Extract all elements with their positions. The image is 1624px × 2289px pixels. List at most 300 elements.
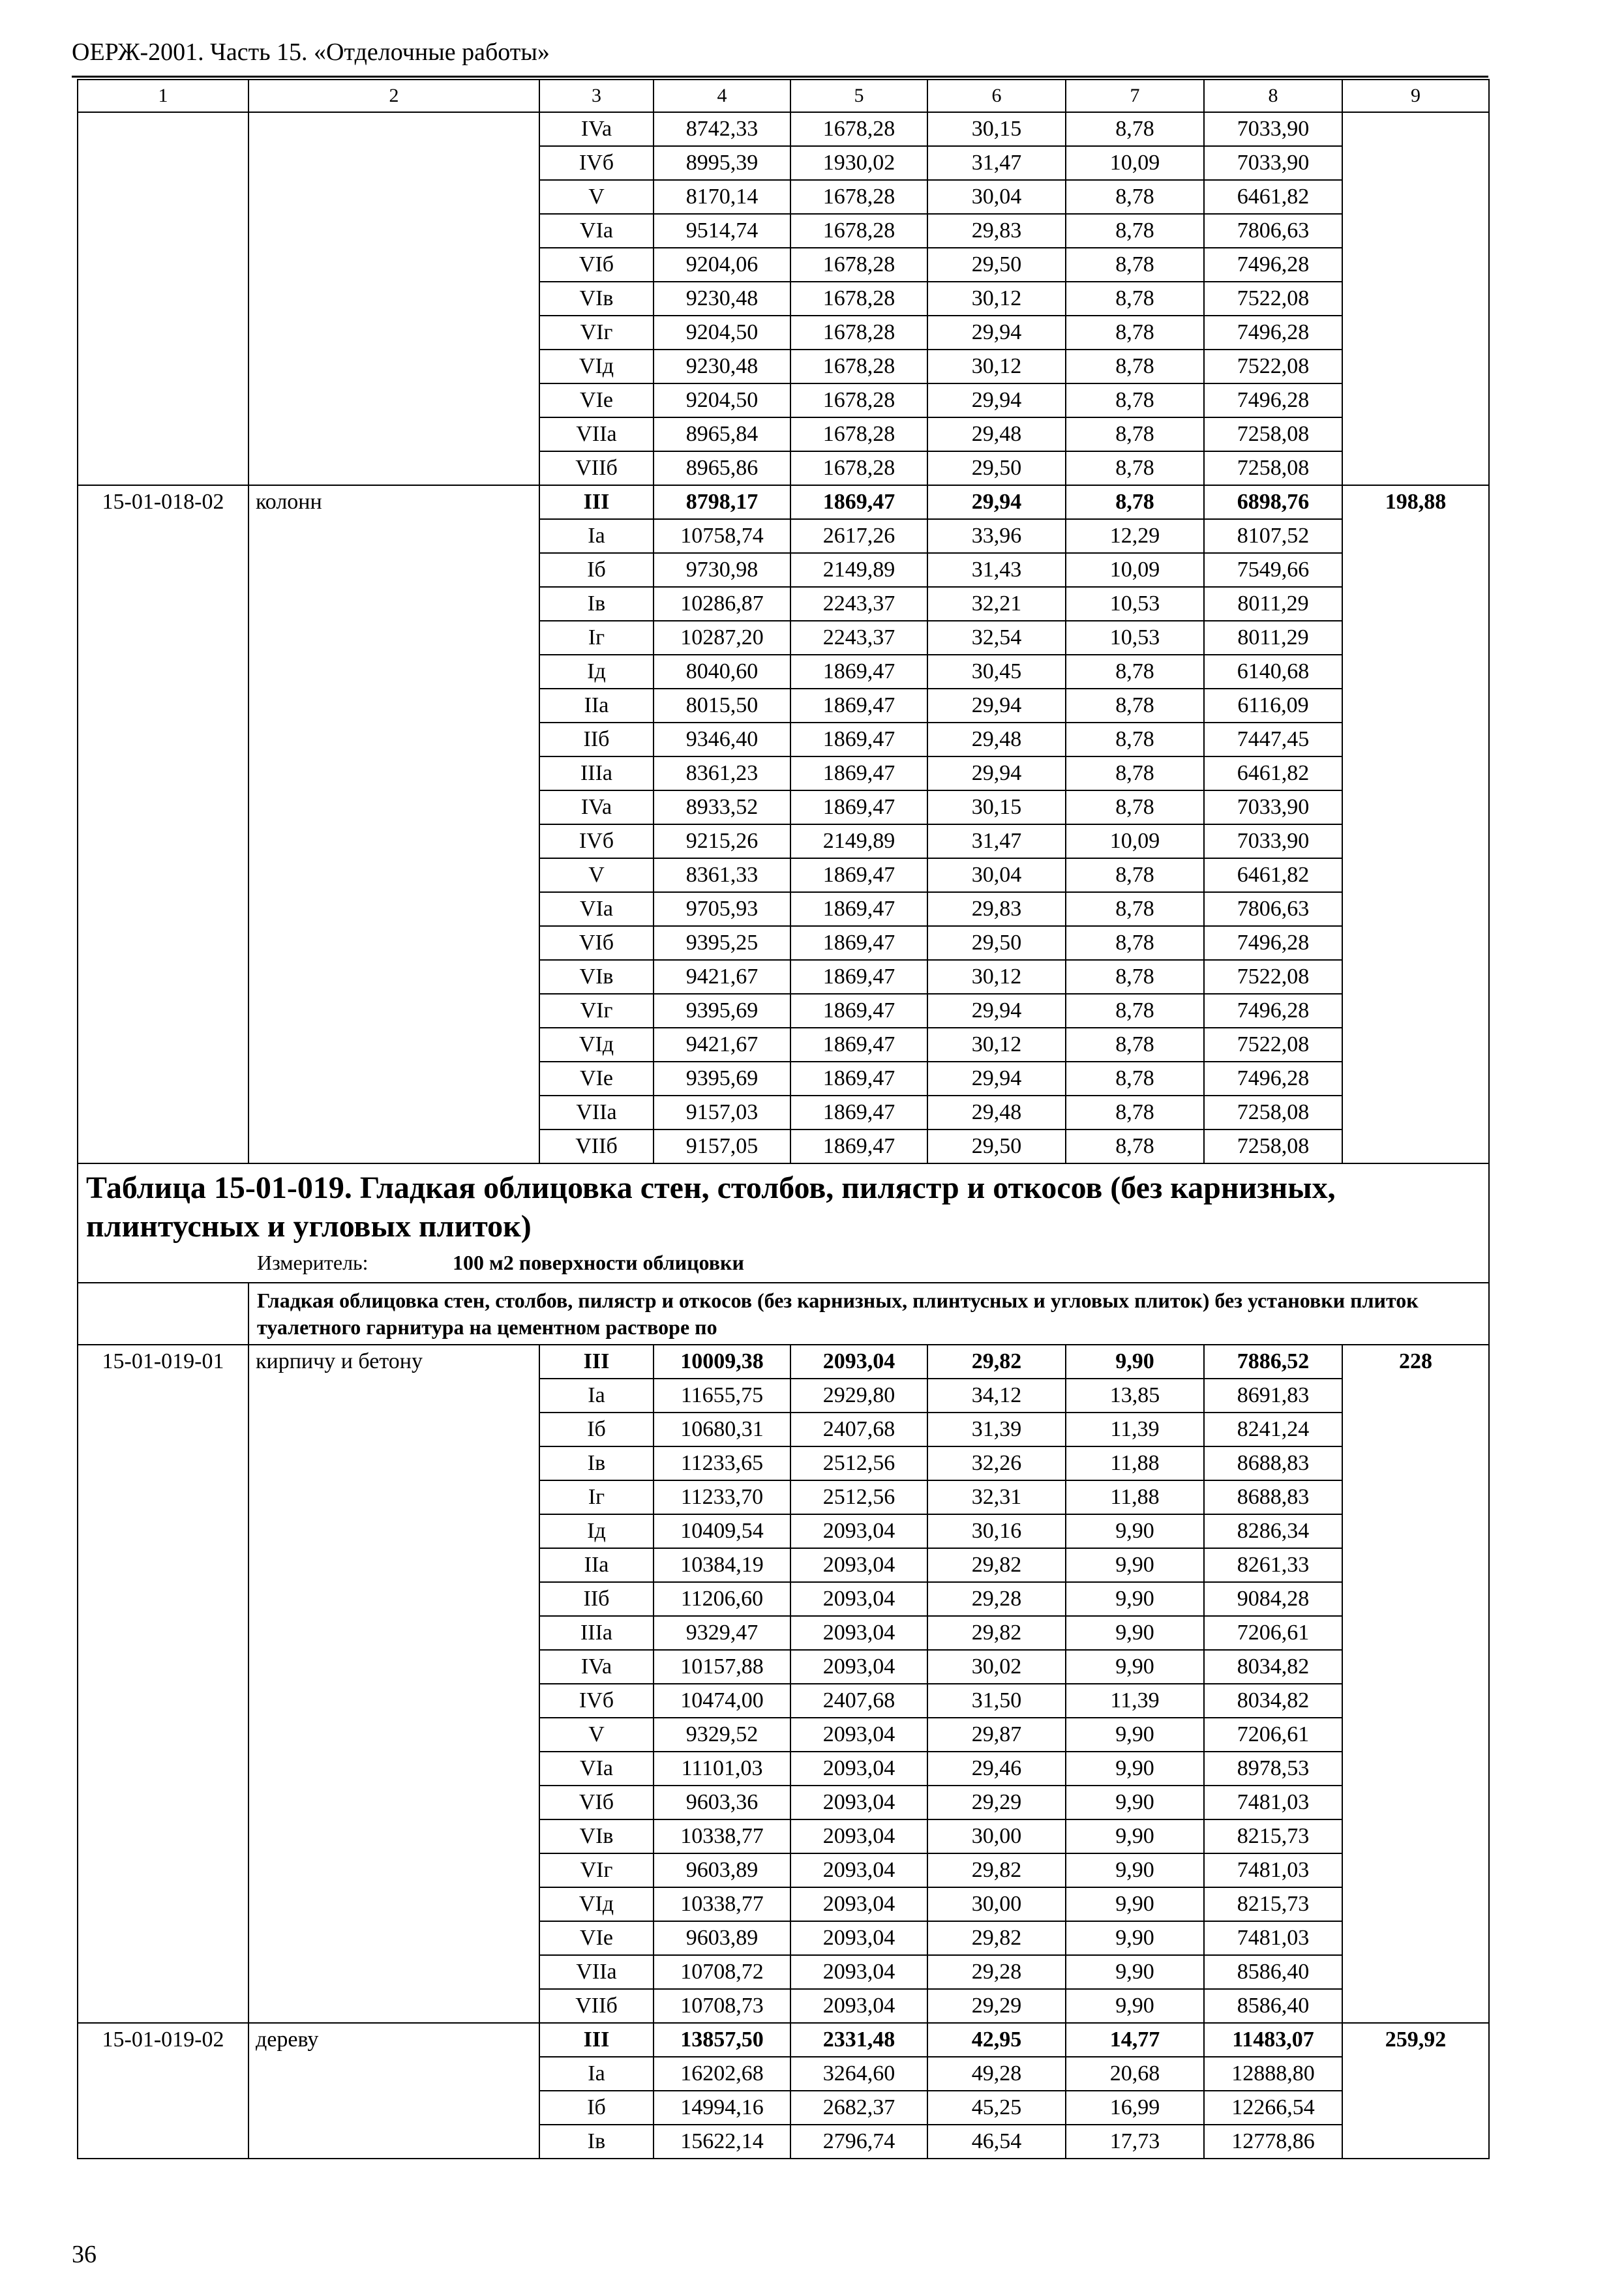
zone-cell: VIв: [539, 282, 654, 316]
materials-cost-cell: 7496,28: [1204, 994, 1342, 1028]
driver-wages-cell: 9,90: [1066, 1616, 1204, 1650]
driver-wages-cell: 11,39: [1066, 1684, 1204, 1718]
materials-cost-cell: 7447,45: [1204, 723, 1342, 756]
machine-cost-cell: 49,28: [927, 2057, 1066, 2091]
wages-cell: 2512,56: [790, 1446, 927, 1480]
machine-cost-cell: 29,83: [927, 214, 1066, 248]
col-number: 9: [1342, 80, 1489, 112]
zone-cell: VIд: [539, 350, 654, 383]
materials-cost-cell: 6898,76: [1204, 485, 1342, 519]
driver-wages-cell: 8,78: [1066, 858, 1204, 892]
wages-cell: 2149,89: [790, 824, 927, 858]
materials-cost-cell: 11483,07: [1204, 2023, 1342, 2057]
machine-cost-cell: 29,29: [927, 1786, 1066, 1819]
zone-cell: Iд: [539, 1514, 654, 1548]
wages-cell: 1869,47: [790, 1130, 927, 1163]
driver-wages-cell: 9,90: [1066, 1548, 1204, 1582]
wages-cell: 2093,04: [790, 1582, 927, 1616]
total-cost-cell: 11101,03: [654, 1752, 790, 1786]
total-cost-cell: 8965,86: [654, 451, 790, 485]
total-cost-cell: 15622,14: [654, 2125, 790, 2159]
wages-cell: 1678,28: [790, 248, 927, 282]
machine-cost-cell: 30,16: [927, 1514, 1066, 1548]
machine-cost-cell: 30,00: [927, 1887, 1066, 1921]
materials-cost-cell: 8034,82: [1204, 1650, 1342, 1684]
zone-cell: VIIa: [539, 1096, 654, 1130]
materials-cost-cell: 7033,90: [1204, 112, 1342, 146]
zone-cell: IIб: [539, 1582, 654, 1616]
machine-cost-cell: 29,87: [927, 1718, 1066, 1752]
zone-cell: VIIб: [539, 451, 654, 485]
zone-cell: VIe: [539, 1062, 654, 1096]
zone-cell: IVб: [539, 1684, 654, 1718]
wages-cell: 2093,04: [790, 1853, 927, 1887]
main-price-row: [78, 485, 1489, 519]
materials-cost-cell: 7481,03: [1204, 1921, 1342, 1955]
total-cost-cell: 8361,33: [654, 858, 790, 892]
wages-cell: 2929,80: [790, 1379, 927, 1413]
materials-cost-cell: 9084,28: [1204, 1582, 1342, 1616]
measure-label: Измеритель:: [257, 1251, 368, 1275]
machine-cost-cell: 30,00: [927, 1819, 1066, 1853]
wages-cell: 1869,47: [790, 892, 927, 926]
wages-cell: 2093,04: [790, 1989, 927, 2023]
machine-cost-cell: 32,26: [927, 1446, 1066, 1480]
machine-cost-cell: 29,94: [927, 316, 1066, 350]
driver-wages-cell: 11,39: [1066, 1413, 1204, 1446]
zone-cell: IIIa: [539, 756, 654, 790]
total-cost-cell: 10708,73: [654, 1989, 790, 2023]
machine-cost-cell: 29,94: [927, 1062, 1066, 1096]
materials-cost-cell: 6461,82: [1204, 858, 1342, 892]
wages-cell: 1869,47: [790, 689, 927, 723]
total-cost-cell: 10708,72: [654, 1955, 790, 1989]
zone-cell: III: [539, 1345, 654, 1379]
code-cell: 15-01-019-01: [78, 1345, 248, 2023]
wages-cell: 1869,47: [790, 1062, 927, 1096]
worker-cost-cell: 198,88: [1342, 485, 1489, 1163]
machine-cost-cell: 29,83: [927, 892, 1066, 926]
total-cost-cell: 9230,48: [654, 282, 790, 316]
zone-cell: VIб: [539, 926, 654, 960]
driver-wages-cell: 11,88: [1066, 1480, 1204, 1514]
machine-cost-cell: 31,39: [927, 1413, 1066, 1446]
zone-price-row: [78, 112, 1489, 146]
driver-wages-cell: 16,99: [1066, 2091, 1204, 2125]
zone-cell: VIд: [539, 1028, 654, 1062]
machine-cost-cell: 30,12: [927, 350, 1066, 383]
machine-cost-cell: 29,82: [927, 1345, 1066, 1379]
total-cost-cell: 9514,74: [654, 214, 790, 248]
driver-wages-cell: 8,78: [1066, 350, 1204, 383]
total-cost-cell: 10758,74: [654, 519, 790, 553]
machine-cost-cell: 29,50: [927, 248, 1066, 282]
zone-cell: VIв: [539, 960, 654, 994]
wages-cell: 2796,74: [790, 2125, 927, 2159]
total-cost-cell: 11233,70: [654, 1480, 790, 1514]
total-cost-cell: 8040,60: [654, 655, 790, 689]
total-cost-cell: 10157,88: [654, 1650, 790, 1684]
zone-cell: IIб: [539, 723, 654, 756]
zone-cell: III: [539, 2023, 654, 2057]
total-cost-cell: 10338,77: [654, 1819, 790, 1853]
machine-cost-cell: 31,47: [927, 824, 1066, 858]
materials-cost-cell: 7496,28: [1204, 926, 1342, 960]
zone-cell: VIIб: [539, 1130, 654, 1163]
zone-cell: IVб: [539, 824, 654, 858]
machine-cost-cell: 30,15: [927, 790, 1066, 824]
driver-wages-cell: 8,78: [1066, 485, 1204, 519]
materials-cost-cell: 7522,08: [1204, 350, 1342, 383]
table-caption: [78, 1163, 1489, 1283]
wages-cell: 2093,04: [790, 1345, 927, 1379]
materials-cost-cell: 7033,90: [1204, 790, 1342, 824]
zone-cell: V: [539, 180, 654, 214]
total-cost-cell: 9730,98: [654, 553, 790, 587]
zone-cell: VIд: [539, 1887, 654, 1921]
machine-cost-cell: 42,95: [927, 2023, 1066, 2057]
wages-cell: 2331,48: [790, 2023, 927, 2057]
wages-cell: 2243,37: [790, 621, 927, 655]
driver-wages-cell: 8,78: [1066, 655, 1204, 689]
zone-cell: Ia: [539, 519, 654, 553]
page-header: ОЕРЖ-2001. Часть 15. «Отделочные работы»: [72, 38, 550, 66]
driver-wages-cell: 12,29: [1066, 519, 1204, 553]
materials-cost-cell: 7496,28: [1204, 383, 1342, 417]
materials-cost-cell: 6461,82: [1204, 756, 1342, 790]
zone-cell: V: [539, 858, 654, 892]
zone-cell: VIa: [539, 1752, 654, 1786]
materials-cost-cell: 7033,90: [1204, 824, 1342, 858]
materials-cost-cell: 8107,52: [1204, 519, 1342, 553]
machine-cost-cell: 29,50: [927, 1130, 1066, 1163]
machine-cost-cell: 31,43: [927, 553, 1066, 587]
table-caption-row: [78, 1163, 1489, 1283]
machine-cost-cell: 29,50: [927, 451, 1066, 485]
materials-cost-cell: 12778,86: [1204, 2125, 1342, 2159]
machine-cost-cell: 29,48: [927, 723, 1066, 756]
col-number: 6: [927, 80, 1066, 112]
materials-cost-cell: 7806,63: [1204, 214, 1342, 248]
materials-cost-cell: 8241,24: [1204, 1413, 1342, 1446]
estimate-table: [77, 79, 1490, 2159]
materials-cost-cell: 7806,63: [1204, 892, 1342, 926]
total-cost-cell: 9603,89: [654, 1921, 790, 1955]
wages-cell: 1930,02: [790, 146, 927, 180]
zone-cell: VIa: [539, 214, 654, 248]
wages-cell: 1869,47: [790, 994, 927, 1028]
total-cost-cell: 9395,25: [654, 926, 790, 960]
driver-wages-cell: 8,78: [1066, 1130, 1204, 1163]
machine-cost-cell: 29,29: [927, 1989, 1066, 2023]
total-cost-cell: 9329,47: [654, 1616, 790, 1650]
driver-wages-cell: 8,78: [1066, 112, 1204, 146]
materials-cost-cell: 7549,66: [1204, 553, 1342, 587]
zone-cell: IVб: [539, 146, 654, 180]
col-number: 1: [78, 80, 248, 112]
total-cost-cell: 16202,68: [654, 2057, 790, 2091]
machine-cost-cell: 46,54: [927, 2125, 1066, 2159]
zone-cell: IIa: [539, 689, 654, 723]
machine-cost-cell: 30,04: [927, 180, 1066, 214]
total-cost-cell: 9329,52: [654, 1718, 790, 1752]
total-cost-cell: 9603,36: [654, 1786, 790, 1819]
col-number: 8: [1204, 80, 1342, 112]
driver-wages-cell: 9,90: [1066, 1819, 1204, 1853]
materials-cost-cell: 8688,83: [1204, 1446, 1342, 1480]
wages-cell: 1678,28: [790, 383, 927, 417]
wages-cell: 2407,68: [790, 1413, 927, 1446]
total-cost-cell: 11206,60: [654, 1582, 790, 1616]
total-cost-cell: 8933,52: [654, 790, 790, 824]
total-cost-cell: 9204,50: [654, 316, 790, 350]
wages-cell: 2682,37: [790, 2091, 927, 2125]
driver-wages-cell: 9,90: [1066, 1514, 1204, 1548]
total-cost-cell: 8965,84: [654, 417, 790, 451]
total-cost-cell: 11233,65: [654, 1446, 790, 1480]
driver-wages-cell: 8,78: [1066, 1096, 1204, 1130]
col-number: 3: [539, 80, 654, 112]
machine-cost-cell: 30,15: [927, 112, 1066, 146]
machine-cost-cell: 29,28: [927, 1582, 1066, 1616]
total-cost-cell: 11655,75: [654, 1379, 790, 1413]
zone-cell: VIIa: [539, 417, 654, 451]
driver-wages-cell: 8,78: [1066, 248, 1204, 282]
driver-wages-cell: 8,78: [1066, 960, 1204, 994]
zone-cell: VIa: [539, 892, 654, 926]
wages-cell: 1678,28: [790, 350, 927, 383]
total-cost-cell: 9204,06: [654, 248, 790, 282]
driver-wages-cell: 8,78: [1066, 383, 1204, 417]
driver-wages-cell: 8,78: [1066, 180, 1204, 214]
materials-cost-cell: 7206,61: [1204, 1616, 1342, 1650]
wages-cell: 1869,47: [790, 926, 927, 960]
machine-cost-cell: 31,47: [927, 146, 1066, 180]
materials-cost-cell: 7496,28: [1204, 316, 1342, 350]
materials-cost-cell: 8034,82: [1204, 1684, 1342, 1718]
wages-cell: 1678,28: [790, 451, 927, 485]
machine-cost-cell: 29,94: [927, 756, 1066, 790]
machine-cost-cell: 29,82: [927, 1548, 1066, 1582]
materials-cost-cell: 8691,83: [1204, 1379, 1342, 1413]
name-cell: колонн: [248, 485, 539, 1163]
zone-cell: Iб: [539, 1413, 654, 1446]
wages-cell: 1678,28: [790, 417, 927, 451]
driver-wages-cell: 8,78: [1066, 214, 1204, 248]
driver-wages-cell: 8,78: [1066, 282, 1204, 316]
materials-cost-cell: 8978,53: [1204, 1752, 1342, 1786]
materials-cost-cell: 8011,29: [1204, 587, 1342, 621]
code-cell: 15-01-019-02: [78, 2023, 248, 2159]
materials-cost-cell: 7496,28: [1204, 248, 1342, 282]
wages-cell: 2093,04: [790, 1718, 927, 1752]
total-cost-cell: 9421,67: [654, 1028, 790, 1062]
driver-wages-cell: 9,90: [1066, 1955, 1204, 1989]
driver-wages-cell: 10,09: [1066, 553, 1204, 587]
driver-wages-cell: 9,90: [1066, 1989, 1204, 2023]
zone-cell: VIe: [539, 383, 654, 417]
name-cell: кирпичу и бетону: [248, 1345, 539, 2023]
zone-cell: IIIa: [539, 1616, 654, 1650]
wages-cell: 1869,47: [790, 1028, 927, 1062]
driver-wages-cell: 8,78: [1066, 451, 1204, 485]
driver-wages-cell: 14,77: [1066, 2023, 1204, 2057]
materials-cost-cell: 7033,90: [1204, 146, 1342, 180]
machine-cost-cell: 30,12: [927, 960, 1066, 994]
zone-cell: Iб: [539, 2091, 654, 2125]
zone-cell: Iв: [539, 587, 654, 621]
wages-cell: 2512,56: [790, 1480, 927, 1514]
wages-cell: 1678,28: [790, 180, 927, 214]
materials-cost-cell: 7206,61: [1204, 1718, 1342, 1752]
driver-wages-cell: 9,90: [1066, 1718, 1204, 1752]
driver-wages-cell: 10,53: [1066, 621, 1204, 655]
total-cost-cell: 10409,54: [654, 1514, 790, 1548]
wages-cell: 2093,04: [790, 1514, 927, 1548]
main-price-row: [78, 1345, 1489, 1379]
wages-cell: 2149,89: [790, 553, 927, 587]
name-cell: дереву: [248, 2023, 539, 2159]
wages-cell: 1869,47: [790, 1096, 927, 1130]
zone-cell: IVa: [539, 1650, 654, 1684]
zone-cell: III: [539, 485, 654, 519]
machine-cost-cell: 29,82: [927, 1853, 1066, 1887]
worker-cost-cell: 228: [1342, 1345, 1489, 2023]
zone-cell: VIг: [539, 1853, 654, 1887]
driver-wages-cell: 17,73: [1066, 2125, 1204, 2159]
driver-wages-cell: 8,78: [1066, 689, 1204, 723]
col-number: 4: [654, 80, 790, 112]
driver-wages-cell: 20,68: [1066, 2057, 1204, 2091]
code-cell: 15-01-018-02: [78, 485, 248, 1163]
col-number: 2: [248, 80, 539, 112]
worker-cost-cell: [1342, 112, 1489, 485]
driver-wages-cell: 8,78: [1066, 994, 1204, 1028]
wages-cell: 2407,68: [790, 1684, 927, 1718]
zone-cell: VIг: [539, 316, 654, 350]
total-cost-cell: 9215,26: [654, 824, 790, 858]
total-cost-cell: 8170,14: [654, 180, 790, 214]
machine-cost-cell: 29,48: [927, 1096, 1066, 1130]
driver-wages-cell: 9,90: [1066, 1582, 1204, 1616]
materials-cost-cell: 8261,33: [1204, 1548, 1342, 1582]
total-cost-cell: 8361,23: [654, 756, 790, 790]
machine-cost-cell: 30,02: [927, 1650, 1066, 1684]
total-cost-cell: 9395,69: [654, 1062, 790, 1096]
zone-cell: Iб: [539, 553, 654, 587]
machine-cost-cell: 32,31: [927, 1480, 1066, 1514]
zone-cell: VIIa: [539, 1955, 654, 1989]
wages-cell: 2093,04: [790, 1786, 927, 1819]
materials-cost-cell: 8215,73: [1204, 1819, 1342, 1853]
wages-cell: 1678,28: [790, 282, 927, 316]
total-cost-cell: 8798,17: [654, 485, 790, 519]
col-number: 7: [1066, 80, 1204, 112]
total-cost-cell: 10009,38: [654, 1345, 790, 1379]
wages-cell: 2093,04: [790, 1548, 927, 1582]
driver-wages-cell: 8,78: [1066, 723, 1204, 756]
driver-wages-cell: 10,09: [1066, 146, 1204, 180]
zone-cell: Iв: [539, 1446, 654, 1480]
materials-cost-cell: 12266,54: [1204, 2091, 1342, 2125]
wages-cell: 3264,60: [790, 2057, 927, 2091]
driver-wages-cell: 9,90: [1066, 1786, 1204, 1819]
machine-cost-cell: 31,50: [927, 1684, 1066, 1718]
zone-cell: VIIб: [539, 1989, 654, 2023]
machine-cost-cell: 30,04: [927, 858, 1066, 892]
driver-wages-cell: 8,78: [1066, 1028, 1204, 1062]
zone-cell: VIб: [539, 1786, 654, 1819]
driver-wages-cell: 8,78: [1066, 892, 1204, 926]
zone-cell: Ia: [539, 1379, 654, 1413]
total-cost-cell: 9705,93: [654, 892, 790, 926]
total-cost-cell: 10474,00: [654, 1684, 790, 1718]
driver-wages-cell: 8,78: [1066, 417, 1204, 451]
total-cost-cell: 10287,20: [654, 621, 790, 655]
total-cost-cell: 9157,03: [654, 1096, 790, 1130]
materials-cost-cell: 8586,40: [1204, 1989, 1342, 2023]
zone-cell: Iг: [539, 621, 654, 655]
materials-cost-cell: 8215,73: [1204, 1887, 1342, 1921]
materials-cost-cell: 7258,08: [1204, 1130, 1342, 1163]
machine-cost-cell: 29,48: [927, 417, 1066, 451]
zone-cell: IVa: [539, 790, 654, 824]
materials-cost-cell: 6140,68: [1204, 655, 1342, 689]
column-number-row: [78, 80, 1489, 112]
materials-cost-cell: 8688,83: [1204, 1480, 1342, 1514]
materials-cost-cell: 6461,82: [1204, 180, 1342, 214]
main-price-row: [78, 2023, 1489, 2057]
driver-wages-cell: 10,53: [1066, 587, 1204, 621]
machine-cost-cell: 29,94: [927, 485, 1066, 519]
materials-cost-cell: 8011,29: [1204, 621, 1342, 655]
materials-cost-cell: 7258,08: [1204, 417, 1342, 451]
driver-wages-cell: 9,90: [1066, 1921, 1204, 1955]
materials-cost-cell: 12888,80: [1204, 2057, 1342, 2091]
wages-cell: 1678,28: [790, 112, 927, 146]
driver-wages-cell: 9,90: [1066, 1650, 1204, 1684]
materials-cost-cell: 7258,08: [1204, 1096, 1342, 1130]
driver-wages-cell: 9,90: [1066, 1887, 1204, 1921]
total-cost-cell: 13857,50: [654, 2023, 790, 2057]
work-description: Гладкая облицовка стен, столбов, пилястр и откосов (без карнизных, плинтусных и угловых плиток) без установки плиток туалетного гарнитура на цементном растворе по: [248, 1283, 1489, 1345]
zone-cell: VIe: [539, 1921, 654, 1955]
machine-cost-cell: 32,21: [927, 587, 1066, 621]
page-number: 36: [72, 2241, 97, 2268]
materials-cost-cell: 7522,08: [1204, 1028, 1342, 1062]
zone-cell: IVa: [539, 112, 654, 146]
machine-cost-cell: 45,25: [927, 2091, 1066, 2125]
wages-cell: 1678,28: [790, 214, 927, 248]
materials-cost-cell: 8286,34: [1204, 1514, 1342, 1548]
code-cell: [78, 112, 248, 485]
name-cell: [248, 112, 539, 485]
driver-wages-cell: 13,85: [1066, 1379, 1204, 1413]
machine-cost-cell: 34,12: [927, 1379, 1066, 1413]
materials-cost-cell: 8586,40: [1204, 1955, 1342, 1989]
measure-line: [86, 1249, 1481, 1277]
zone-cell: Iд: [539, 655, 654, 689]
total-cost-cell: 9157,05: [654, 1130, 790, 1163]
work-description-row: [78, 1283, 1489, 1345]
machine-cost-cell: 29,94: [927, 994, 1066, 1028]
header-rule: [72, 76, 1488, 78]
zone-cell: V: [539, 1718, 654, 1752]
zone-cell: VIг: [539, 994, 654, 1028]
driver-wages-cell: 10,09: [1066, 824, 1204, 858]
total-cost-cell: 9346,40: [654, 723, 790, 756]
driver-wages-cell: 9,90: [1066, 1752, 1204, 1786]
